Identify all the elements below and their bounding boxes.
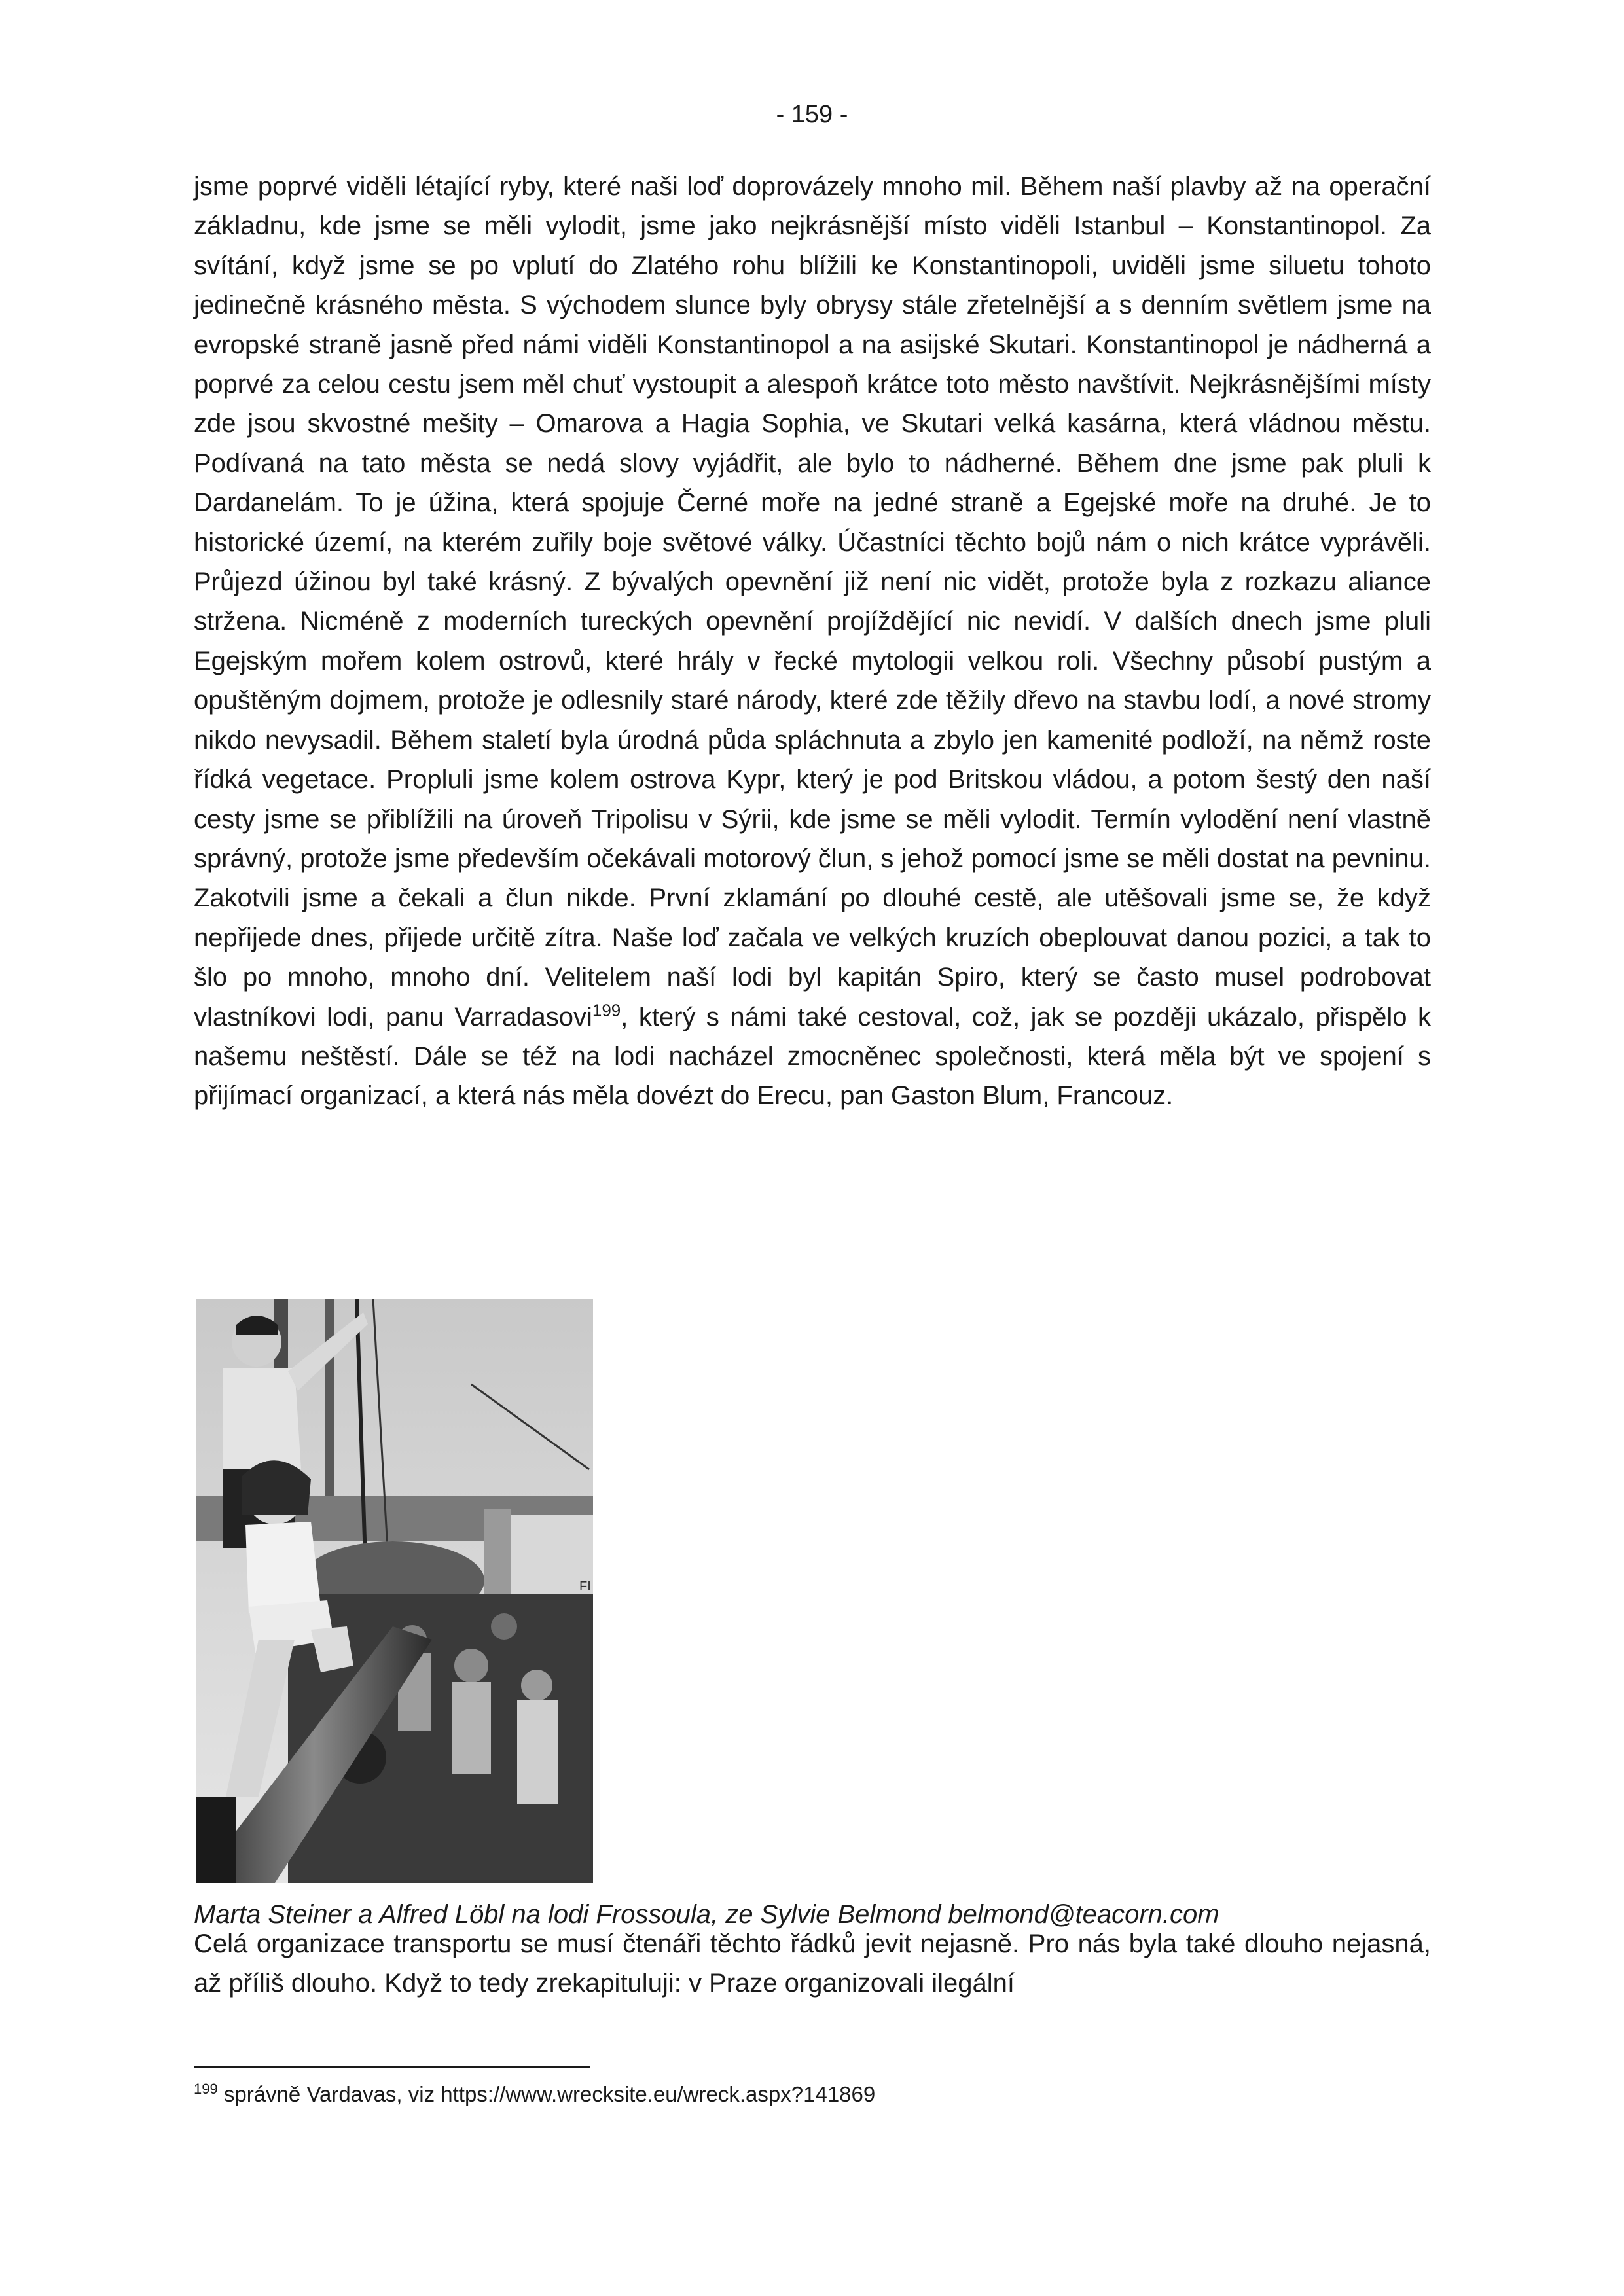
ship-deck-photo [196, 1299, 593, 1883]
footnote [194, 2078, 1431, 2111]
photo-caption: Marta Steiner a Alfred Löbl na lodi Frossoula, ze Sylvie Belmond belmond@teacorn.com [194, 1900, 1219, 1929]
body-paragraph-2: Celá organizace transportu se musí čtenáři těchto řádků jevit nejasně. Pro nás byla také dlouho nejasná, až příliš dlouho. Když to tedy zrekapituluji: v Praze organizovali ilegální [194, 1929, 1431, 1998]
svg-text:FI: FI [579, 1579, 591, 1594]
body-paragraph [194, 167, 1431, 1116]
paragraph-text: jsme poprvé viděli létající ryby, které naši loď doprovázely mnoho mil. Během naší plavby až na operační základnu, kde jsme se měli vylodit, jsme jako nejkrásnější místo viděli Istanbul – Konstantinopol. Za svítání, když jsme se po vplutí do Zlatého rohu blížili ke Konstantinopoli, uviděli jsme siluetu tohoto jedinečně krásného města. S východem slunce byly obrysy stále zřetelnější a s denním světlem jsme na evropské straně jasně před námi viděli Konstantinopol a na asijské Skutari. Konstantinopol je nádherná a poprvé za celou cestu jsem měl chuť vystoupit a alespoň krátce toto město navštívit. Nejkrásnějšími místy zde jsou skvostné mešity – Omarova a Hagia Sophia, ve Skutari velká kasárna, která vládnou městu. Podívaná na tato města se nedá slovy vyjádřit, ale bylo to nádherné. Během dne jsme pak pluli k Dardanelám. To je úžina, která spojuje Černé moře na jedné straně a Egejské moře na druhé. Je to historické území, na kterém zuřily boje světové války. Účastníci těchto bojů nám o nich krátce vyprávěli. Průjezd úžinou byl také krásný. Z bývalých opevnění již není nic vidět, protože byla z rozkazu aliance stržena. Nicméně z moderních tureckých opevnění projíždějící nic nevidí. V dalších dnech jsme pluli Egejským mořem kolem ostrovů, které hrály v řecké mytologii velkou roli. Všechny působí pustým a opuštěným dojmem, protože je odlesnily staré národy, které zde těžily dřevo na stavbu lodí, a nové stromy nikdo nevysadil. Během staletí byla úrodná půda spláchnuta a zbylo jen kamenité podloží, na němž roste řídká vegetace. Propluli jsme kolem ostrova Kypr, který je pod Britskou vládou, a potom šestý den naší cesty jsme se přiblížili na úroveň Tripolisu v Sýrii, kde jsme se měli vylodit. Termín vylodění není vlastně správný, protože jsme především očekávali motorový člun, s jehož pomocí jsme se měli dostat na pevninu. Zakotvili jsme a čekali a člun nikde. První zklamání po dlouhé cestě, ale utěšovali jsme se, že když nepřijede dnes, přijede určitě zítra. Naše loď začala ve velkých kruzích obeplouvat danou pozici, a tak to šlo po mnoho, mnoho dní. Velitelem naší lodi byl kapitán Spiro, který se často musel podrobovat vlastníkovi lodi, panu Varradasovi [194, 172, 1431, 1031]
footnote-text: správně Vardavas, viz https://www.wrecksite.eu/wreck.aspx?141869 [217, 2082, 876, 2106]
footnote-number: 199 [194, 2081, 218, 2097]
page-number: - 159 - [776, 101, 848, 128]
footnote-divider [194, 2066, 590, 2068]
paragraph-text-continued: , který s námi také cestoval, což, jak se později ukázalo, přispělo k našemu neštěstí. Dále se též na lodi nacházel zmocněnec společnosti, která měla být ve spojení s přijímací organizací, a která nás měla dovézt do Erecu, pan Gaston Blum, Francouz. [194, 1002, 1431, 1111]
footnote-reference[interactable]: 199 [592, 1000, 621, 1020]
